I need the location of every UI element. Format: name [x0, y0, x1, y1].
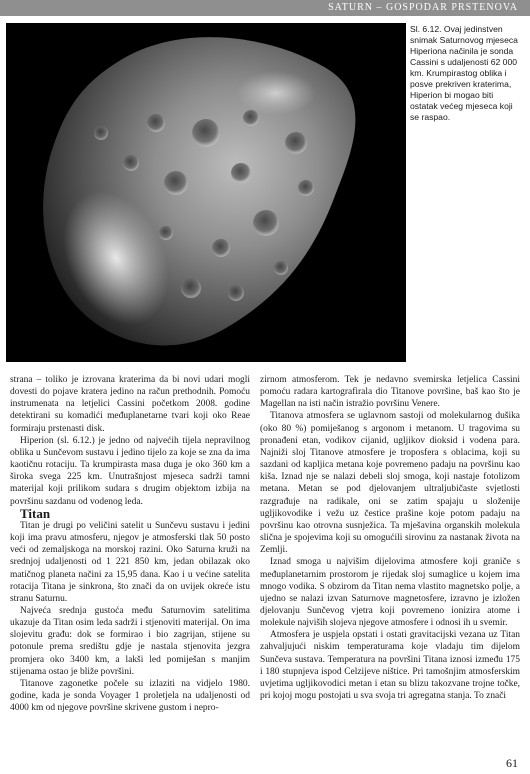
paragraph: strana – toliko je izrovana kraterima da bi novi udari mogli dovesti do pojave kratera jedino na račun prethodnih. Pomoću instrumenata na letjelici Cassini početkom 2008. godine detektirani su komadići međuplanetarne tvari koji oko Reae formiraju prstenasti disk.: [10, 375, 250, 434]
paragraph: Titanove zagonetke počele su izlaziti na vidjelo 1980. godine, kada je sonda Voyager 1 proletjela na udaljenosti od 4000 km od njegove površine skrivene gustom i nepro-: [10, 678, 250, 714]
left-text-column: [10, 374, 250, 714]
hyperion-moon-photo-icon: [6, 23, 406, 362]
page-number: 61: [506, 756, 518, 770]
paragraph: Titan je drugi po veličini satelit u Sunčevu sustavu i jedini koji ima pravu atmosferu, njegov je atmosferski tlak 50 posto veći od zemaljskoga na morskoj razini. Oko Saturna kruži na srednjoj udaljenosti od 1 221 850 km, jedan obilazak oko matičnog planeta načini za 15,95 dana. Kao i u većine satelita rotacija Titana je sinkrona, što znači da on uvijek okreće istu stranu Saturnu.: [10, 520, 250, 604]
paragraph: Titanova atmosfera se uglavnom sastoji od molekularnog dušika (oko 80 %) pomiješanog s argonom i metanom. U tragovima su pronađeni etan, vodikov cijanid, ugljikov dioksid i vodena para. Najniži sloj Titanove atmosfere je troposfera s oblacima, koji su sazdani od kapljica metana koje povremeno padaju na površinu kao kiša. Iznad nje se nalazi debeli sloj smoga, koji nastaje fotolizom metana. Metan se pod djelovanjem ultraljubičaste svjetlosti razgrađuje na radikale, oni se zatim spajaju u složenije ugljikovodike i vežu uz čestice prašine koje potom padaju na površinu kao otrovna susnježica. Ta mješavina organskih molekula slična je spojevima koji su omogućili sirovinu za nastanak života na Zemlji.: [260, 411, 520, 556]
paragraph: zirnom atmosferom. Tek je nedavno svemirska letjelica Cassini pomoću radara kartografirala dio Titanove površine, baš kao što je Magellan na isti način istražio površinu Venere.: [260, 375, 520, 410]
paragraph: Atmosfera je uspjela opstati i ostati gravitacijski vezana uz Titan zahvaljujući niskim temperaturama koje vladaju tim dijelom Sunčeva sustava. Temperatura na površini Titana iznosi između 175 i 180 stupnjeva ispod Celzijeve ništice. Pri tamošnjim atmosferskim uvjetima ugljikovodici metan i etan su blizu takozvane trojne točke, pri kojoj mogu postojati u sva svoja tri agregatna stanja. To znači: [260, 630, 520, 702]
hyperion-photo: [6, 23, 406, 362]
running-title: SATURN – GOSPODAR PRSTENOVA: [328, 2, 518, 13]
paragraph: Iznad smoga u najvišim dijelovima atmosfere koji graniče s međuplanetarnim prostorom je rijedak sloj sumaglice u kojem ima mnogo vodika. S obzirom da Titan nema vlastito magnetsko polje, a ujedno se nalazi izvan Saturnove magnetosfere, izravno je izložen djelovanju Sunčevog vjetra koji povremeno ionizira atome i molekule najviših slojeva njegove atmosfere i odnosi ih u svemir.: [260, 557, 520, 629]
paragraph: Najveća srednja gustoća među Saturnovim satelitima ukazuje da Titan osim leda sadrži i stjenoviti materijal. On ima slojevitu građu: dok se formirao i bio zagrijan, stijene su potonule prema središtu gdje je nastala stjenovita jezgra promjera oko 3400 km, a lakši led pomiješan s manjim stijenama ostao je bliže površini.: [10, 605, 250, 677]
section-heading: Titan: [20, 505, 51, 521]
running-header-bar: [0, 0, 530, 16]
figure-caption: Sl. 6.12. Ovaj jedinstven snimak Saturnovog mjeseca Hiperiona načinila je sonda Cassini s udaljenosti 62 000 km. Krumpirastog oblika i posve prekriven kraterima, Hiperion bi mogao biti ostatak većeg mjeseca koji se raspao.: [410, 24, 518, 122]
right-text-column: [260, 374, 520, 702]
paragraph: Hiperion (sl. 6.12.) je jedno od najvećih tijela nepravilnog oblika u Sunčevom sustavu i jedino tijelo za koje se zna da ima kaotičnu rotaciju. Ta krumpirasta masa duga je oko 360 km a široka svega 225 km. Unutrašnjost mjeseca sadrži tamni materijal koji prilikom sudara s drugim objektom izbija na površinu sazdanu od vodenog leda.: [10, 435, 250, 507]
